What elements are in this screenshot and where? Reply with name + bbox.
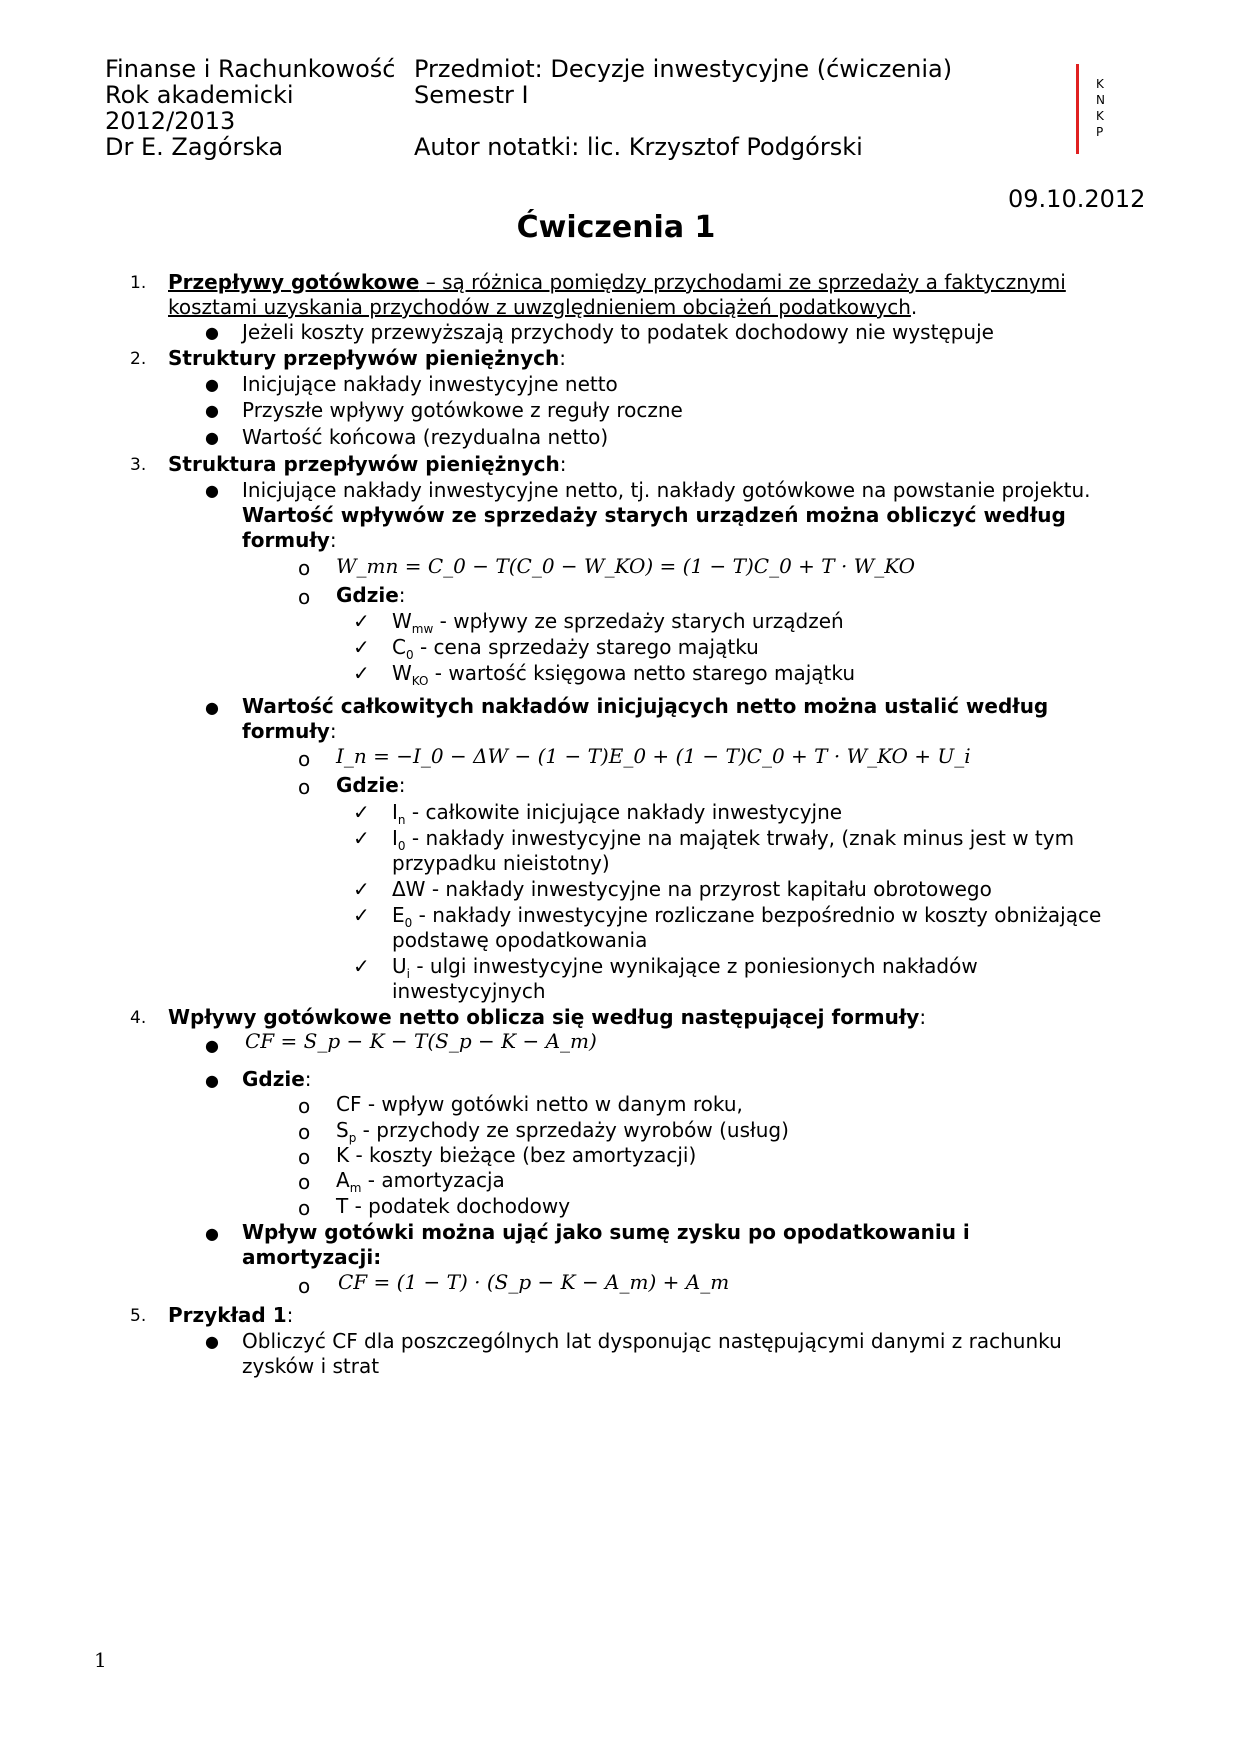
academic-year: 2012/2013 bbox=[105, 107, 236, 135]
circle-bullet-icon: o bbox=[298, 556, 311, 580]
list-number: 5. bbox=[130, 1306, 147, 1326]
term: Przepływy gotówkowe bbox=[168, 270, 420, 294]
bullet-icon: ● bbox=[205, 1332, 219, 1351]
logo-letter: K bbox=[1096, 109, 1104, 123]
bullet-icon: ● bbox=[205, 428, 219, 447]
bullet-icon: ● bbox=[205, 1224, 219, 1243]
where-label: Gdzie: bbox=[242, 1067, 312, 1091]
logo-letter: N bbox=[1096, 93, 1105, 107]
formula-text: I_n = −I_0 − ΔW − (1 − T)E_0 + (1 − T)C_0 + T · W_KO + U_i bbox=[336, 744, 971, 768]
formula-intro: Wartość całkowitych nakładów inicjujących netto można ustalić według bbox=[242, 694, 1049, 718]
definition-line: K - koszty bieżące (bez amortyzacji) bbox=[336, 1143, 697, 1167]
page-number: 1 bbox=[94, 1648, 107, 1672]
definition-line-continued: inwestycyjnych bbox=[392, 979, 546, 1003]
logo-letter: K bbox=[1096, 77, 1104, 91]
list-item: Inicjujące nakłady inwestycyjne netto bbox=[242, 372, 618, 396]
circle-bullet-icon: o bbox=[298, 747, 311, 771]
formula-text: CF = (1 − T) · (S_p − K − A_m) + A_m bbox=[338, 1270, 730, 1294]
circle-bullet-icon: o bbox=[298, 1145, 311, 1169]
list-number: 1. bbox=[130, 273, 147, 293]
circle-bullet-icon: o bbox=[298, 1094, 311, 1118]
definition: – są różnica pomiędzy przychodami ze sprzedaży a faktycznymi bbox=[419, 270, 1066, 294]
formula-intro-continued: amortyzacji: bbox=[242, 1245, 382, 1269]
formula-text: W_mn = C_0 − T(C_0 − W_KO) = (1 − T)C_0 + T · W_KO bbox=[336, 554, 916, 578]
bullet-icon: ● bbox=[205, 698, 219, 717]
checkmark-icon: ✓ bbox=[353, 661, 370, 685]
checkmark-icon: ✓ bbox=[353, 877, 370, 901]
list-item-5: Przykład 1: bbox=[168, 1303, 294, 1327]
definition-line: CF - wpływ gotówki netto w danym roku, bbox=[336, 1092, 743, 1116]
semester: Semestr I bbox=[414, 81, 529, 109]
formula-text: CF = S_p − K − T(S_p − K − A_m) bbox=[245, 1029, 597, 1053]
logo-accent-bar bbox=[1076, 64, 1079, 154]
definition-line: $S_p$ - przychody ze sprzedaży wyrobów (usług) bbox=[336, 1118, 789, 1145]
definition-line: $I_n$ - całkowite inicjujące nakłady inwestycyjne bbox=[392, 800, 843, 827]
circle-bullet-icon: o bbox=[298, 1120, 311, 1144]
list-number: 2. bbox=[130, 349, 147, 369]
bullet-icon: ● bbox=[205, 1071, 219, 1090]
formula-cf-alt bbox=[338, 1270, 729, 1294]
bullet-icon: ● bbox=[205, 323, 219, 342]
logo-letter: P bbox=[1096, 125, 1104, 139]
circle-bullet-icon: o bbox=[298, 775, 311, 799]
bullet-icon: ● bbox=[205, 401, 219, 420]
definition-line: $C_0$ - cena sprzedaży starego majątku bbox=[392, 635, 759, 662]
list-item: Przyszłe wpływy gotówkowe z reguły roczne bbox=[242, 398, 683, 422]
circle-bullet-icon: o bbox=[298, 1170, 311, 1194]
definition-line: $W_{KO}$ - wartość księgowa netto starego majątku bbox=[392, 661, 856, 688]
definition-continued: kosztami uzyskania przychodów z uwzględnieniem obciążeń podatkowych. bbox=[168, 295, 918, 319]
note-author: Autor notatki: lic. Krzysztof Podgórski bbox=[414, 133, 863, 161]
academic-year-label: Rok akademicki bbox=[105, 81, 294, 109]
definition-line-continued: podstawę opodatkowania bbox=[392, 928, 648, 952]
bullet-icon: ● bbox=[205, 375, 219, 394]
circle-bullet-icon: o bbox=[298, 585, 311, 609]
checkmark-icon: ✓ bbox=[353, 954, 370, 978]
list-item: Inicjujące nakłady inwestycyjne netto, tj. nakłady gotówkowe na powstanie projektu. bbox=[242, 478, 1091, 502]
list-item: Obliczyć CF dla poszczególnych lat dysponując następującymi danymi z rachunku bbox=[242, 1329, 1062, 1353]
formula-cf bbox=[245, 1029, 597, 1053]
course-name: Finanse i Rachunkowość bbox=[105, 55, 396, 83]
date: 09.10.2012 bbox=[1008, 185, 1146, 213]
bullet-icon: ● bbox=[205, 1036, 219, 1055]
circle-bullet-icon: o bbox=[298, 1196, 311, 1220]
checkmark-icon: ✓ bbox=[353, 635, 370, 659]
subject: Przedmiot: Decyzje inwestycyjne (ćwiczenia) bbox=[414, 55, 953, 83]
definition-line: $A_m$ - amortyzacja bbox=[336, 1168, 505, 1195]
definition-line: T - podatek dochodowy bbox=[336, 1194, 571, 1218]
definition-line: $I_0$ - nakłady inwestycyjne na majątek trwały, (znak minus jest w tym bbox=[392, 826, 1075, 853]
page-title: Ćwiczenia 1 bbox=[516, 210, 716, 245]
formula-intro-continued: formuły: bbox=[242, 719, 337, 743]
formula-intro-continued: formuły: bbox=[242, 528, 337, 552]
circle-bullet-icon: o bbox=[298, 1274, 311, 1298]
definition-line-continued: przypadku nieistotny) bbox=[392, 851, 610, 875]
lecturer: Dr E. Zagórska bbox=[105, 133, 284, 161]
definition-line: $W_{mw}$ - wpływy ze sprzedaży starych urządzeń bbox=[392, 609, 844, 636]
list-item-4: Wpływy gotówkowe netto oblicza się według następującej formuły: bbox=[168, 1005, 927, 1029]
list-item: Jeżeli koszty przewyższają przychody to podatek dochodowy nie występuje bbox=[242, 320, 994, 344]
knkp-logo bbox=[1096, 76, 1105, 140]
definition-line: $E_0$ - nakłady inwestycyjne rozliczane bezpośrednio w koszty obniżające bbox=[392, 903, 1102, 930]
formula-intro: Wpływ gotówki można ująć jako sumę zysku po opodatkowaniu i bbox=[242, 1220, 970, 1244]
list-item-2: Struktury przepływów pieniężnych: bbox=[168, 346, 566, 370]
definition-line: $U_i$ - ulgi inwestycyjne wynikające z poniesionych nakładów bbox=[392, 954, 978, 981]
formula-in bbox=[336, 744, 971, 768]
formula-intro: Wartość wpływów ze sprzedaży starych urządzeń można obliczyć według bbox=[242, 503, 1066, 527]
list-number: 3. bbox=[130, 455, 147, 475]
bullet-icon: ● bbox=[205, 481, 219, 500]
formula-wmn bbox=[336, 554, 915, 578]
checkmark-icon: ✓ bbox=[353, 609, 370, 633]
where-label: Gdzie: bbox=[336, 773, 406, 797]
checkmark-icon: ✓ bbox=[353, 826, 370, 850]
list-item-1 bbox=[168, 270, 1066, 295]
list-item-3: Struktura przepływów pieniężnych: bbox=[168, 452, 567, 476]
where-label: Gdzie: bbox=[336, 583, 406, 607]
list-item-continued: zysków i strat bbox=[242, 1354, 380, 1378]
checkmark-icon: ✓ bbox=[353, 800, 370, 824]
list-number: 4. bbox=[130, 1008, 147, 1028]
list-item: Wartość końcowa (rezydualna netto) bbox=[242, 425, 609, 449]
definition-line: ΔW - nakłady inwestycyjne na przyrost kapitału obrotowego bbox=[392, 877, 992, 901]
checkmark-icon: ✓ bbox=[353, 903, 370, 927]
